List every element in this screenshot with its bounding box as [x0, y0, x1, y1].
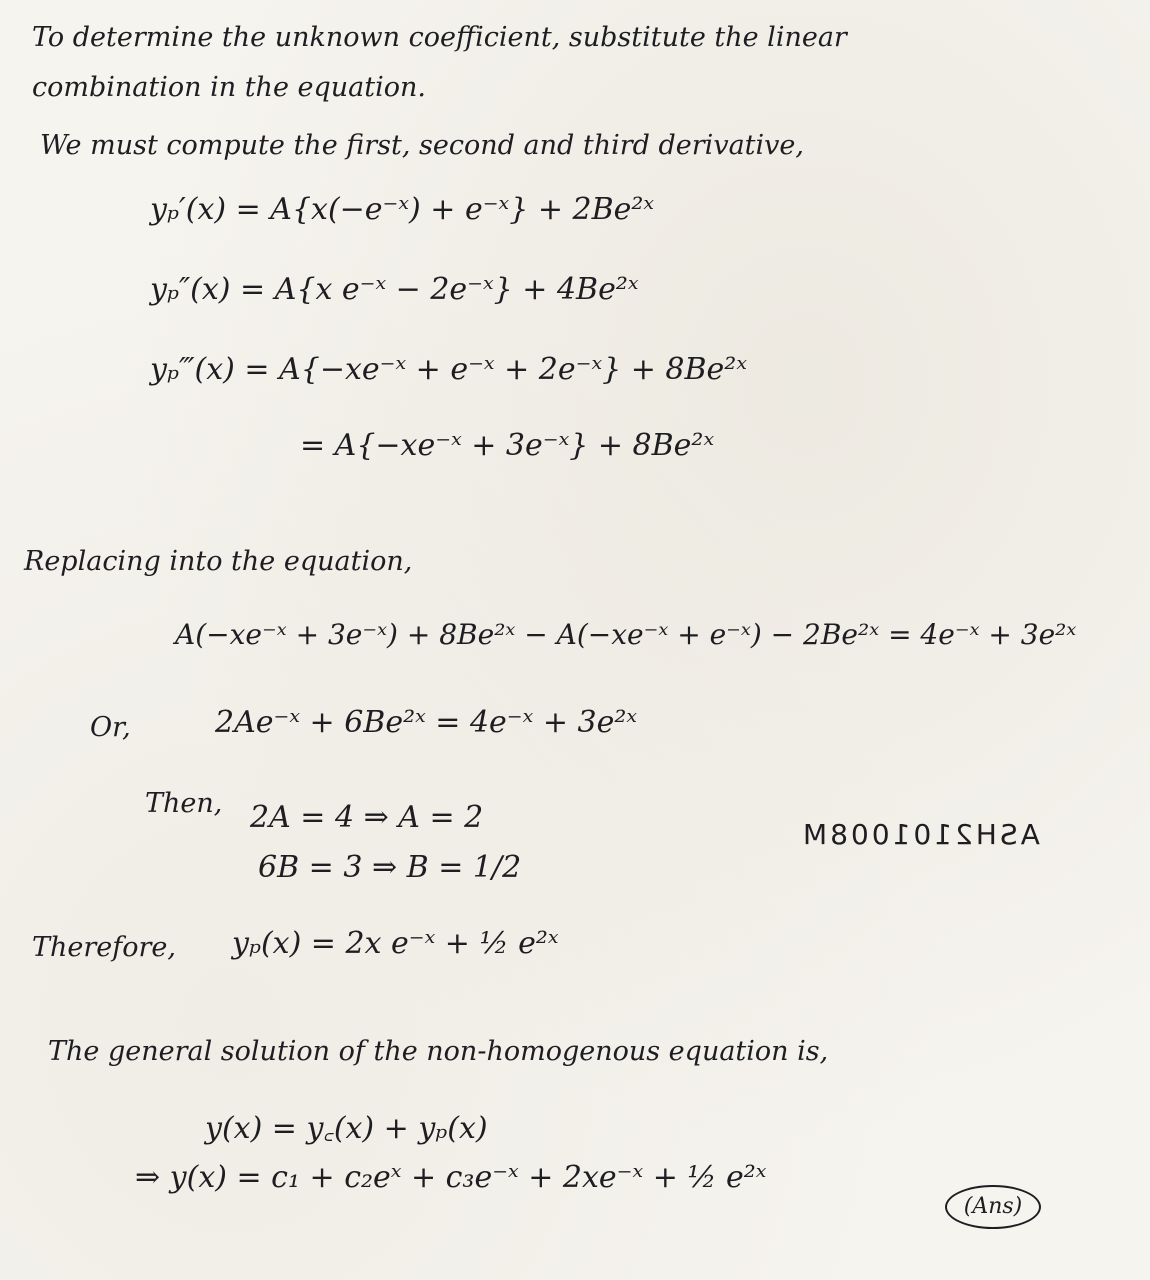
mirrored-stamp: ASH2101008M [800, 818, 1040, 851]
then-label: Then, [145, 788, 223, 819]
intro-line-1: To determine the unknown coefficient, substitute the linear [32, 22, 847, 53]
intro-line-2: combination in the equation. [32, 72, 426, 103]
or-label: Or, [90, 712, 131, 743]
intro-line-3: We must compute the first, second and third derivative, [40, 130, 804, 161]
particular-solution: yₚ(x) = 2x e⁻ˣ + ½ e²ˣ [232, 926, 559, 961]
second-derivative: yₚ″(x) = A{x e⁻ˣ − 2e⁻ˣ} + 4Be²ˣ [150, 272, 639, 307]
first-derivative: yₚ′(x) = A{x(−e⁻ˣ) + e⁻ˣ} + 2Be²ˣ [150, 192, 655, 227]
general-line-1: y(x) = y꜀(x) + yₚ(x) [205, 1111, 488, 1146]
reduced-equation: 2Ae⁻ˣ + 6Be²ˣ = 4e⁻ˣ + 3e²ˣ [215, 705, 638, 740]
general-line-2: ⇒ y(x) = c₁ + c₂eˣ + c₃e⁻ˣ + 2xe⁻ˣ + ½ e²ˣ [135, 1160, 767, 1195]
general-heading: The general solution of the non-homogenous equation is, [48, 1036, 829, 1067]
solve-b: 6B = 3 ⇒ B = 1/2 [258, 850, 522, 885]
answer-mark: (Ans) [945, 1185, 1041, 1229]
therefore-label: Therefore, [32, 932, 176, 963]
substitution-heading: Replacing into the equation, [24, 546, 413, 577]
substituted-equation: A(−xe⁻ˣ + 3e⁻ˣ) + 8Be²ˣ − A(−xe⁻ˣ + e⁻ˣ) − 2Be²ˣ = 4e⁻ˣ + 3e²ˣ [175, 618, 1077, 651]
third-derivative: yₚ‴(x) = A{−xe⁻ˣ + e⁻ˣ + 2e⁻ˣ} + 8Be²ˣ [150, 352, 747, 387]
solve-a: 2A = 4 ⇒ A = 2 [250, 800, 484, 835]
third-derivative-simplified: = A{−xe⁻ˣ + 3e⁻ˣ} + 8Be²ˣ [300, 428, 715, 463]
